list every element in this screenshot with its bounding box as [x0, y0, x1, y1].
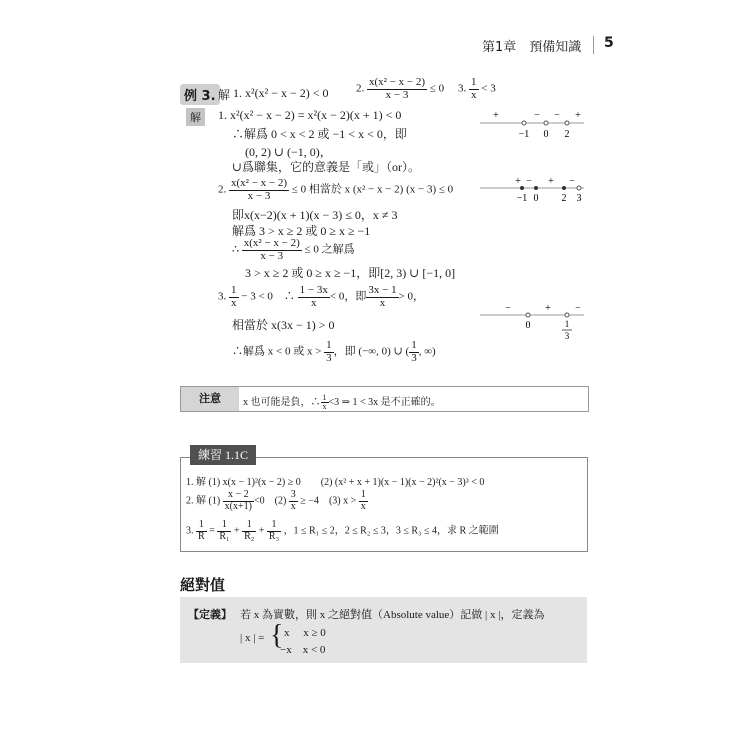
q3-f1-num: 1 — [217, 520, 231, 532]
nl3-tick-1: 0 — [525, 320, 531, 331]
chapter-title: 第1章 預備知識 — [482, 40, 582, 55]
sol3-f4-den: 3 — [326, 351, 332, 364]
nl1-sign-3: − — [554, 110, 560, 121]
nl1-tick-2: 0 — [543, 129, 549, 140]
exercise-q1: 1. 解 (1) x(x − 1)²(x − 2) ≥ 0 (2) (x² + x + 1)(x − 1)(x − 2)²(x − 3)³ < 0 — [186, 477, 485, 488]
sol3-number: 3. — [218, 290, 227, 303]
sol2-line4-text: ≤ 0 之解爲 — [304, 243, 355, 256]
problem-3-relation: < 3 — [481, 82, 496, 95]
nl2-tick-1: −1 — [516, 193, 528, 204]
q2-f2-den: x — [290, 500, 296, 512]
definition-lhs: | x | = — [240, 632, 265, 644]
nl2-sign-4: − — [569, 176, 575, 187]
sol2-line4-denominator: x − 3 — [260, 249, 284, 262]
example-solve-label: 解 — [218, 88, 231, 102]
q2-f2-num: 3 — [290, 489, 296, 500]
nl2-sign-3: + — [548, 176, 554, 187]
sol3-f2-num: 1 − 3x — [299, 284, 328, 296]
note-frac-num: 1 — [322, 392, 327, 402]
q2-f1-post: <0 — [253, 495, 265, 507]
nl1-sign-1: + — [493, 110, 499, 121]
nl3-frac-den: 3 — [564, 331, 570, 341]
q3-f3-num: 1 — [267, 520, 281, 532]
sol3-end: > 0， — [398, 290, 425, 303]
number-line-1 — [478, 108, 588, 140]
sol2-line3: 解爲 3 > x ≥ 2 或 0 ≥ x ≥ −1 — [232, 224, 371, 238]
sol2-denominator: x − 3 — [247, 189, 271, 202]
q2-part3: (3) x > — [328, 495, 357, 507]
exercise-q3: 3. $\frac{1}{R}$ = $\frac{1}{\text{R₁}}$ + $\frac{1}{\text{R₂}}$ + $\frac{1}{\text{R₃}}$ ，1 ≤ R₁ ≤ 2，2 ≤ R₂ ≤ 3，3 ≤ R₃ ≤ 4，求 R 之範圍 — [186, 519, 499, 542]
sol3-line3 — [232, 340, 436, 364]
q3-prefix: 3. — [186, 525, 194, 537]
sol2-line4-numerator: x(x² − x − 2) — [243, 237, 300, 249]
nl1-sign-2: − — [534, 110, 540, 121]
nl1-tick-3: 2 — [564, 129, 570, 140]
q3-f2-num: 1 — [242, 520, 256, 532]
q2-prefix: 2. 解 (1) — [186, 495, 221, 507]
page-number: 5 — [604, 35, 614, 51]
sol2-line1 — [218, 178, 453, 202]
note-post: <3 ⇒ 1 < 3x 是不正確的。 — [328, 397, 441, 408]
nl3-sign-1: − — [505, 303, 511, 314]
sol3-l3-end: , ∞) — [418, 345, 436, 358]
nl2-sign-2: − — [526, 176, 532, 187]
problem-3-number: 3. — [458, 82, 467, 95]
therefore-symbol: ∴ — [232, 243, 239, 256]
problem-2-denominator: x − 3 — [385, 88, 409, 101]
q2-f3-num: 1 — [360, 489, 366, 500]
sol1-line2: ∴解爲 0 < x < 2 或 −1 < x < 0，即 — [232, 127, 407, 141]
sol2-numerator: x(x² − x − 2) — [231, 177, 288, 189]
example-problem-3 — [458, 77, 496, 101]
problem-2-numerator: x(x² − x − 2) — [369, 76, 426, 88]
q2-f1-num: x − 2 — [223, 490, 254, 502]
sol3-f3-den: x — [379, 296, 386, 309]
q3-f0-den: R — [198, 530, 205, 542]
nl3-sign-2: + — [545, 303, 551, 314]
example-badge: 例 3. — [180, 84, 220, 105]
problem-3-numerator: 1 — [471, 76, 477, 88]
example-problem-2 — [356, 77, 444, 101]
sol1-line4: ∪爲聯集，它的意義是「或」（or）。 — [232, 160, 421, 174]
sol1-line1: 1. x²(x² − x − 2) = x²(x − 2)(x + 1) < 0 — [218, 108, 402, 122]
note-box — [180, 386, 589, 412]
problem-2-relation: ≤ 0 — [429, 82, 445, 95]
sol3-mid1: − 3 < 0 ∴ — [241, 290, 295, 303]
sol3-line2: 相當於 x(3x − 1) > 0 — [232, 318, 335, 332]
example-problem-1: 1. x²(x² − x − 2) < 0 — [233, 86, 329, 100]
sol2-line5: 3 > x ≥ 2 或 0 ≥ x ≥ −1，即[2, 3) ∪ [−1, 0] — [245, 266, 456, 280]
note-frac-den: x — [322, 402, 327, 412]
q2-f2-post: ≥ −4 — [300, 495, 319, 507]
exercise-q2 — [186, 490, 368, 512]
sol2-number: 2. — [218, 183, 227, 196]
q2-f3-den: x — [360, 500, 366, 512]
definition-case-2: −x x < 0 — [280, 644, 326, 656]
nl2-sign-1: + — [515, 176, 521, 187]
sol3-f2-den: x — [311, 296, 317, 309]
nl3-sign-3: − — [575, 303, 581, 314]
number-line-2 — [478, 176, 588, 208]
q3-post: ，1 ≤ R₁ ≤ 2，2 ≤ R₂ ≤ 3，3 ≤ R₃ ≤ 4，求 R 之範圍 — [283, 525, 499, 537]
nl1-tick-1: −1 — [518, 129, 530, 140]
sol3-f5-num: 1 — [411, 339, 417, 351]
problem-3-denominator: x — [471, 88, 477, 101]
definition-case-1: x x ≥ 0 — [284, 627, 326, 639]
q2-f1-den: x(x+1) — [224, 500, 252, 512]
sol3-f3-num: 3x − 1 — [368, 284, 397, 296]
sol3-f5-den: 3 — [411, 351, 417, 364]
q2-part2-label: (2) — [274, 495, 287, 507]
q3-f0-num: 1 — [196, 520, 207, 532]
sol3-line1 — [218, 285, 424, 309]
q3-f2-den: R₂ — [244, 530, 255, 542]
note-pre: x 也可能是負，∴ — [243, 397, 321, 408]
sol2-equivalence: ≤ 0 相當於 x (x² − x − 2) (x − 3) ≤ 0 — [291, 183, 454, 196]
exercise-tab: 練習 1.1C — [190, 445, 256, 465]
nl3-frac-num: 1 — [564, 319, 570, 329]
sol3-mid2: < 0，即 — [329, 290, 367, 303]
sol3-f1-num: 1 — [231, 284, 237, 296]
section-title: 絕對值 — [180, 576, 226, 594]
q3-f3-den: R₃ — [268, 530, 280, 542]
note-label: 注意 — [181, 387, 239, 411]
solution-badge: 解 — [186, 108, 205, 126]
sol2-line2: 即x(x−2)(x + 1)(x − 3) ≤ 0，x ≠ 3 — [232, 208, 398, 222]
nl2-tick-2: 0 — [533, 193, 539, 204]
problem-2-number: 2. — [356, 82, 365, 95]
number-line-3 — [478, 300, 588, 344]
note-text — [243, 393, 441, 412]
definition-label: 【定義】 — [188, 608, 232, 621]
sol1-line3: (0, 2) ∪ (−1, 0)， — [245, 145, 332, 159]
definition-text: 若 x 為實數，則 x 之絕對值（Absolute value）記做 | x |，定義為 — [240, 609, 545, 621]
sol3-l3-mid: ，即 (−∞, 0) ∪ ( — [333, 345, 410, 358]
nl2-tick-4: 3 — [576, 193, 582, 204]
left-brace-icon: { — [270, 620, 284, 651]
sol3-l3-pre: ∴解爲 x < 0 或 x > — [232, 345, 322, 358]
nl2-tick-3: 2 — [561, 193, 567, 204]
sol3-f4-num: 1 — [326, 339, 332, 351]
nl1-sign-4: + — [575, 110, 581, 121]
sol3-f1-den: x — [231, 296, 237, 309]
sol2-line4 — [232, 238, 355, 262]
q3-f1-den: R₁ — [219, 530, 230, 542]
header-divider — [593, 36, 594, 54]
